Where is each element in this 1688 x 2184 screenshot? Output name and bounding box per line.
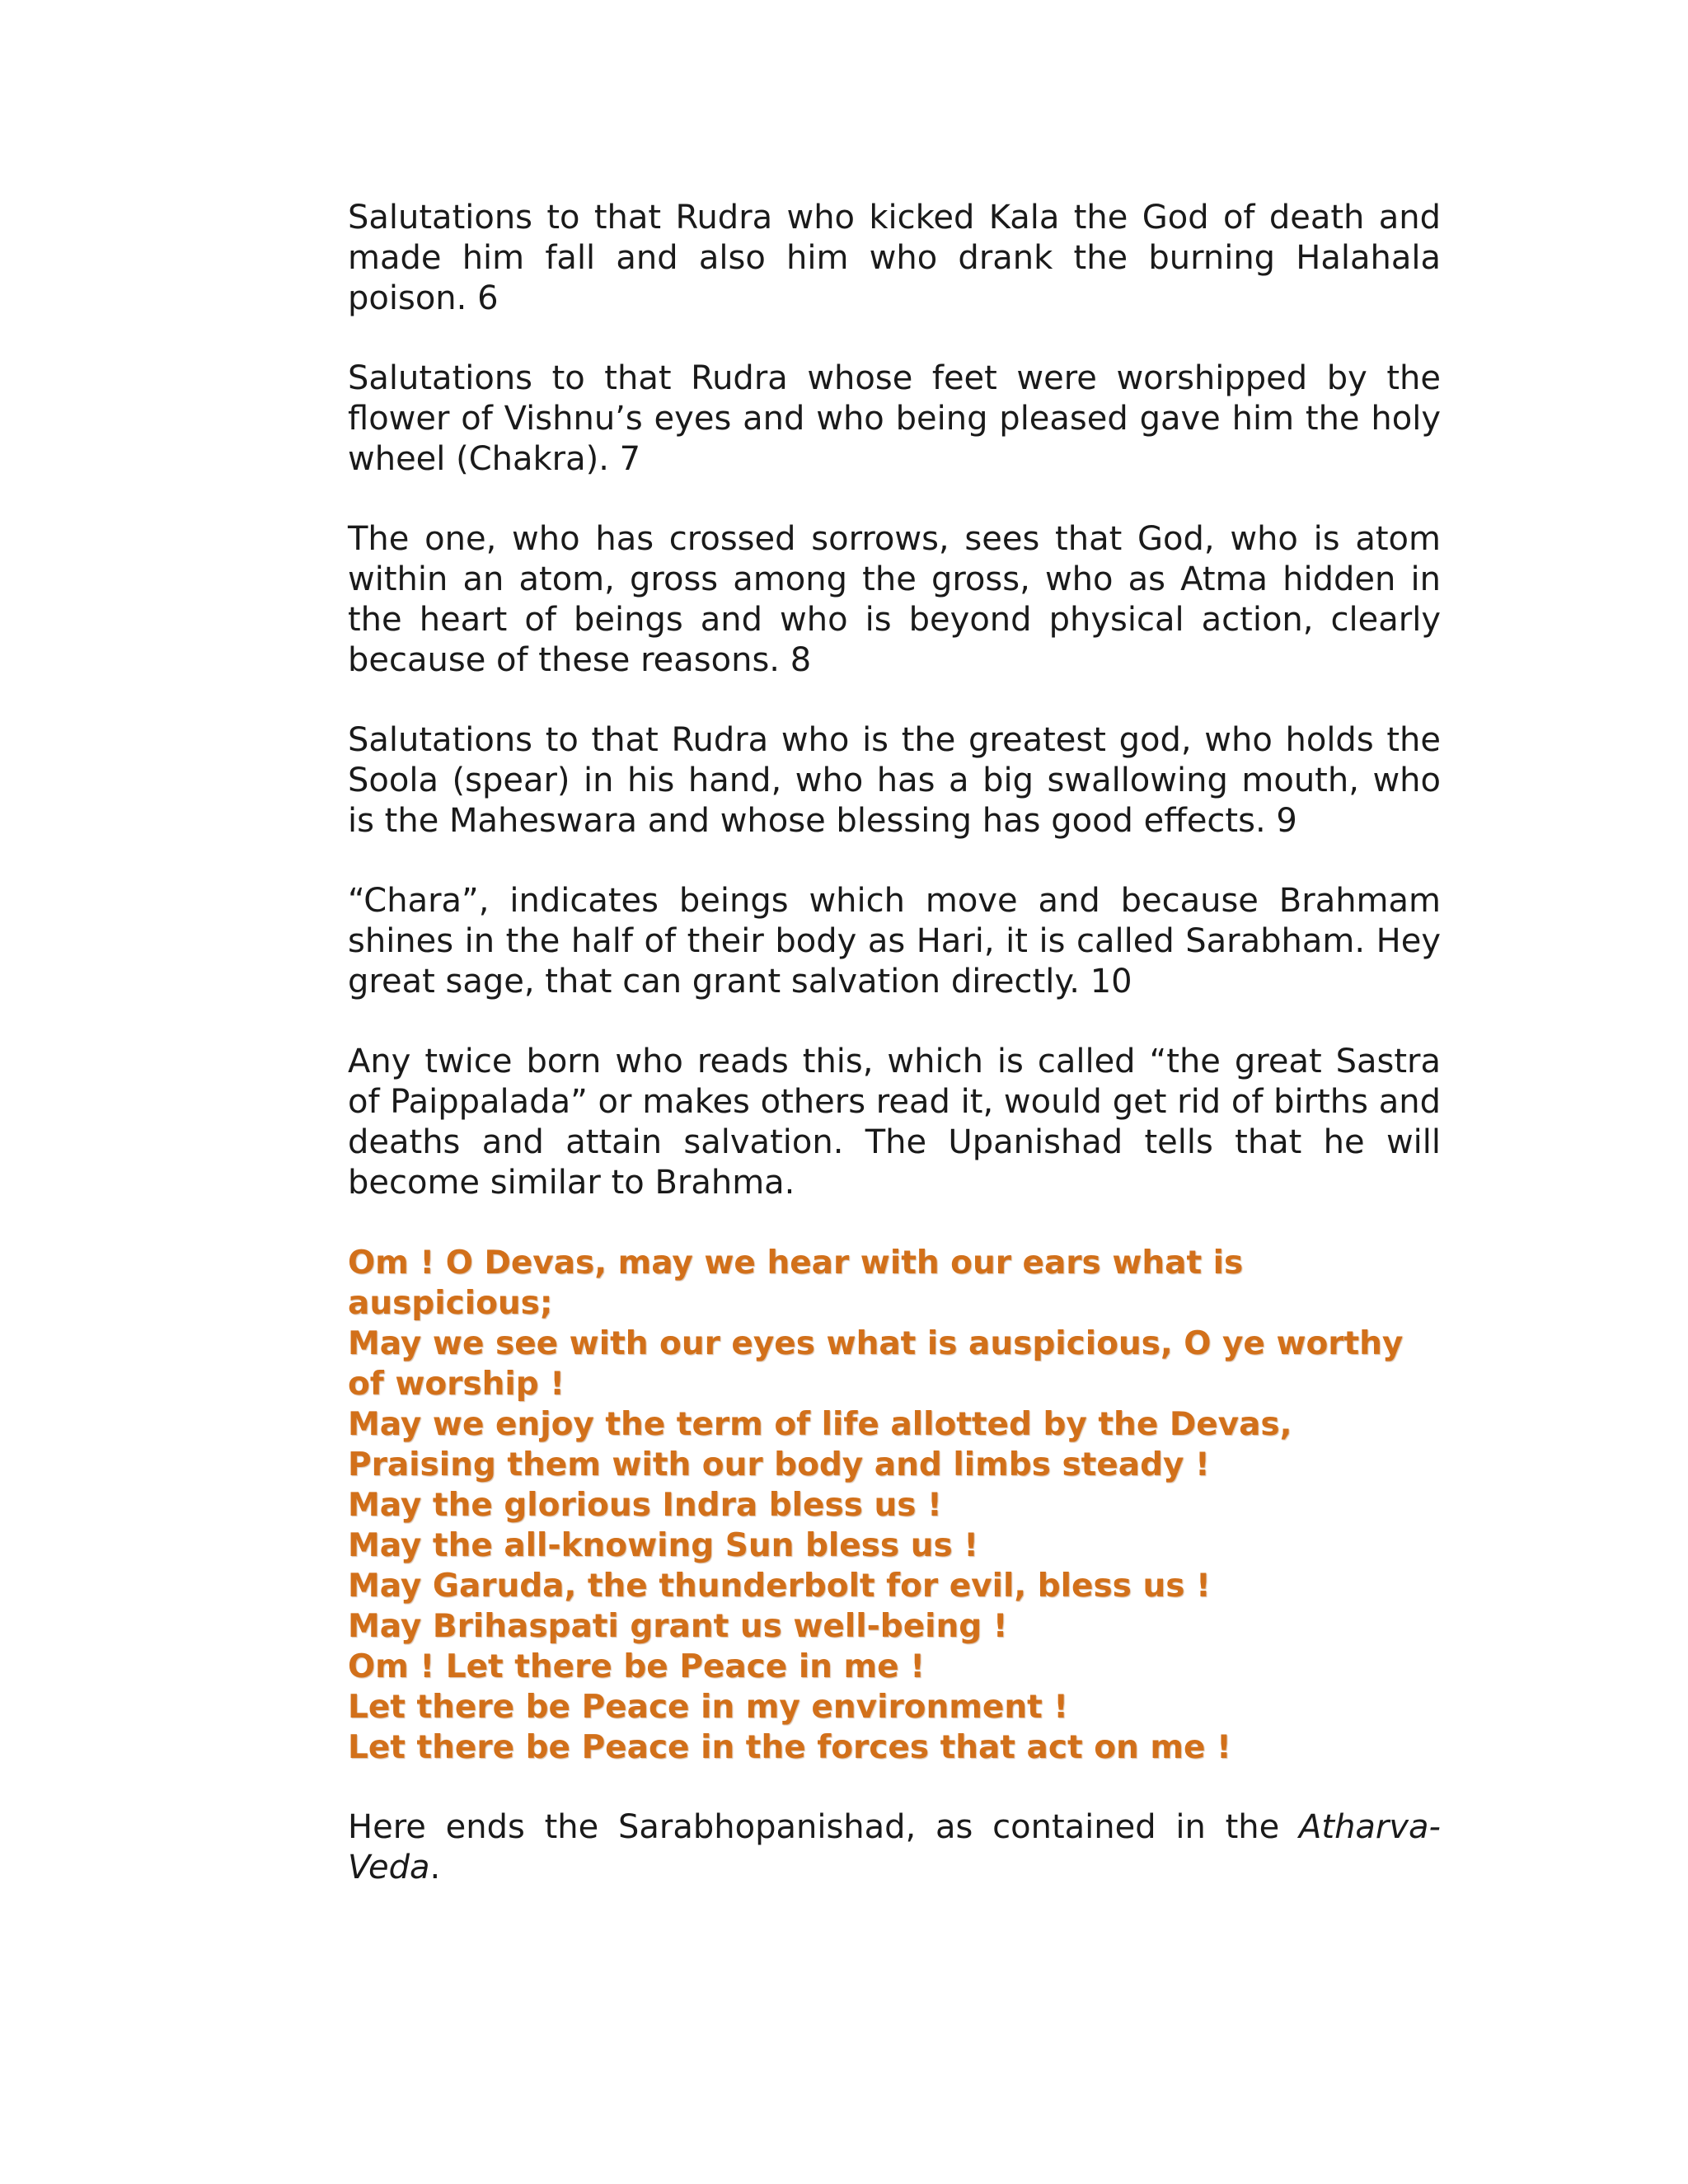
peace-invocation-line: of worship ! [348, 1366, 565, 1403]
paragraph-phalashruti: Any twice born who reads this, which is called “the great Sastra of Paippalada” or makes others read it, would get rid of births and deaths and attain salvation. The Upanishad tells that he will become similar to Brahma. [348, 1043, 1441, 1202]
peace-invocation-line: Om ! Let there be Peace in me ! [348, 1648, 925, 1685]
peace-invocation-line: auspicious; [348, 1285, 553, 1322]
peace-invocation-line: May we see with our eyes what is auspicious, O ye worthy [348, 1325, 1404, 1362]
paragraph-verse-6: Salutations to that Rudra who kicked Kala the God of death and made him fall and also him who drank the burning Halahala poison. 6 [348, 199, 1441, 317]
peace-invocation-line: Let there be Peace in my environment ! [348, 1689, 1069, 1726]
closing-text: Here ends the Sarabhopanishad, as contained in the [348, 1808, 1300, 1846]
peace-invocation [348, 1243, 1441, 1768]
paragraph-verse-7: Salutations to that Rudra whose feet were worshipped by the flower of Vishnu’s eyes and who being pleased gave him the holy wheel (Chakra). 7 [348, 359, 1441, 478]
peace-invocation-line: Om ! O Devas, may we hear with our ears what is [348, 1244, 1244, 1282]
closing-veda-name: Atharva-Veda [348, 1808, 1441, 1886]
peace-invocation-line: Praising them with our body and limbs steady ! [348, 1446, 1210, 1483]
peace-invocation-line: May the all-knowing Sun bless us ! [348, 1527, 979, 1564]
peace-invocation-line: May Garuda, the thunderbolt for evil, bless us ! [348, 1568, 1211, 1605]
peace-invocation-line: Let there be Peace in the forces that act on me ! [348, 1729, 1231, 1766]
closing-statement [348, 1807, 1441, 1888]
peace-invocation-line: May we enjoy the term of life allotted by the Devas, [348, 1406, 1292, 1443]
peace-invocation-line: May the glorious Indra bless us ! [348, 1487, 942, 1524]
peace-invocation-line: May Brihaspati grant us well-being ! [348, 1608, 1008, 1645]
paragraph-verse-9: Salutations to that Rudra who is the greatest god, who holds the Soola (spear) in his hand, who has a big swallowing mouth, who is the Maheswara and whose blessing has good effects. 9 [348, 721, 1441, 840]
closing-period: . [429, 1849, 441, 1886]
paragraph-verse-8: The one, who has crossed sorrows, sees that God, who is atom within an atom, gross among the gross, who as Atma hidden in the heart of beings and who is beyond physical action, clearly because of these reasons. 8 [348, 520, 1441, 679]
document-page [348, 198, 1441, 1888]
paragraph-verse-10: “Chara”, indicates beings which move and because Brahmam shines in the half of their body as Hari, it is called Sarabham. Hey great sage, that can grant salvation directly. 10 [348, 882, 1441, 1001]
